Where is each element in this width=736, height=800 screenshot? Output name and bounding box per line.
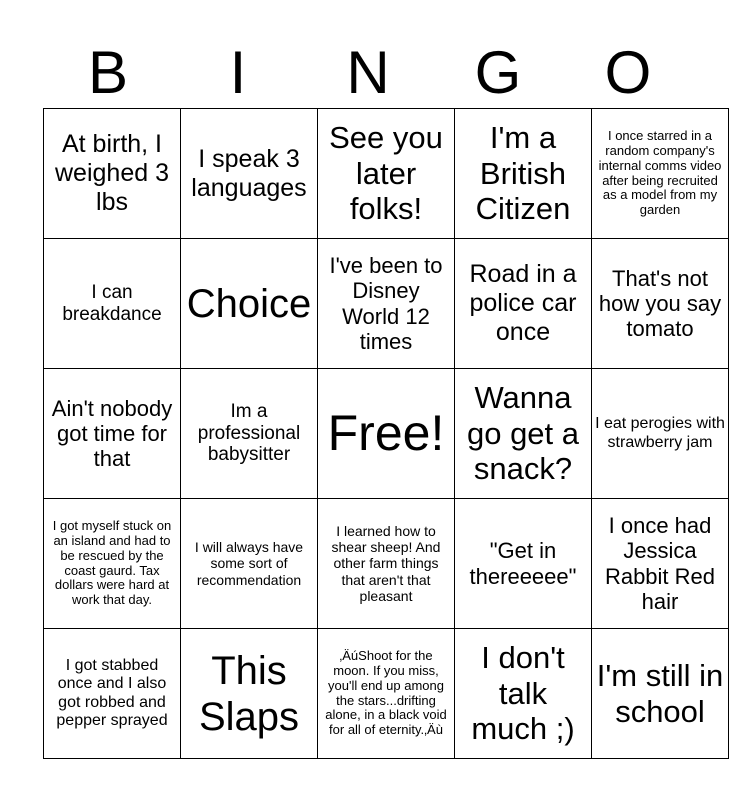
bingo-cell[interactable]: I'm still in school	[592, 629, 729, 759]
bingo-cell[interactable]: I once starred in a random company's internal comms video after being recruited as a model from my garden	[592, 109, 729, 239]
bingo-cell[interactable]: See you later folks!	[318, 109, 455, 239]
bingo-cell[interactable]: "Get in thereeeee"	[455, 499, 592, 629]
bingo-cell[interactable]: I've been to Disney World 12 times	[318, 239, 455, 369]
bingo-cell[interactable]: I don't talk much ;)	[455, 629, 592, 759]
bingo-cell[interactable]: Im a professional babysitter	[181, 369, 318, 499]
bingo-cell[interactable]: Road in a police car once	[455, 239, 592, 369]
bingo-cell[interactable]: I got stabbed once and I also got robbed and pepper sprayed	[44, 629, 181, 759]
bingo-cell[interactable]: This Slaps	[181, 629, 318, 759]
header-letter-i: I	[229, 39, 247, 106]
board-row-3	[44, 369, 729, 499]
board-row-4	[44, 499, 729, 629]
bingo-cell[interactable]: Wanna go get a snack?	[455, 369, 592, 499]
bingo-cell[interactable]: I once had Jessica Rabbit Red hair	[592, 499, 729, 629]
board-row-2	[44, 239, 729, 369]
bingo-cell[interactable]: At birth, I weighed 3 lbs	[44, 109, 181, 239]
bingo-cell[interactable]: That's not how you say tomato	[592, 239, 729, 369]
header-letter-g: G	[474, 39, 522, 106]
board-row-5	[44, 629, 729, 759]
bingo-cell[interactable]: I'm a British Citizen	[455, 109, 592, 239]
bingo-cell[interactable]: I speak 3 languages	[181, 109, 318, 239]
free-space-cell[interactable]: Free!	[318, 369, 455, 499]
bingo-cell[interactable]: I can breakdance	[44, 239, 181, 369]
header-letter-o: O	[604, 39, 652, 106]
bingo-cell[interactable]: I learned how to shear sheep! And other farm things that aren't that pleasant	[318, 499, 455, 629]
bingo-cell[interactable]: ‚ÄúShoot for the moon. If you miss, you'll end up among the stars...drifting alone, in a black void for all of eternity.‚Äù	[318, 629, 455, 759]
bingo-cell[interactable]: I will always have some sort of recommendation	[181, 499, 318, 629]
bingo-cell[interactable]: I got myself stuck on an island and had to be rescued by the coast gaurd. Tax dollars were hard at work that day.	[44, 499, 181, 629]
bingo-header	[43, 40, 693, 106]
bingo-board	[43, 108, 729, 759]
header-letter-b: B	[87, 39, 129, 106]
board-row-1	[44, 109, 729, 239]
bingo-cell[interactable]: Ain't nobody got time for that	[44, 369, 181, 499]
header-letter-n: N	[346, 39, 390, 106]
bingo-cell[interactable]: I eat perogies with strawberry jam	[592, 369, 729, 499]
bingo-cell[interactable]: Choice	[181, 239, 318, 369]
